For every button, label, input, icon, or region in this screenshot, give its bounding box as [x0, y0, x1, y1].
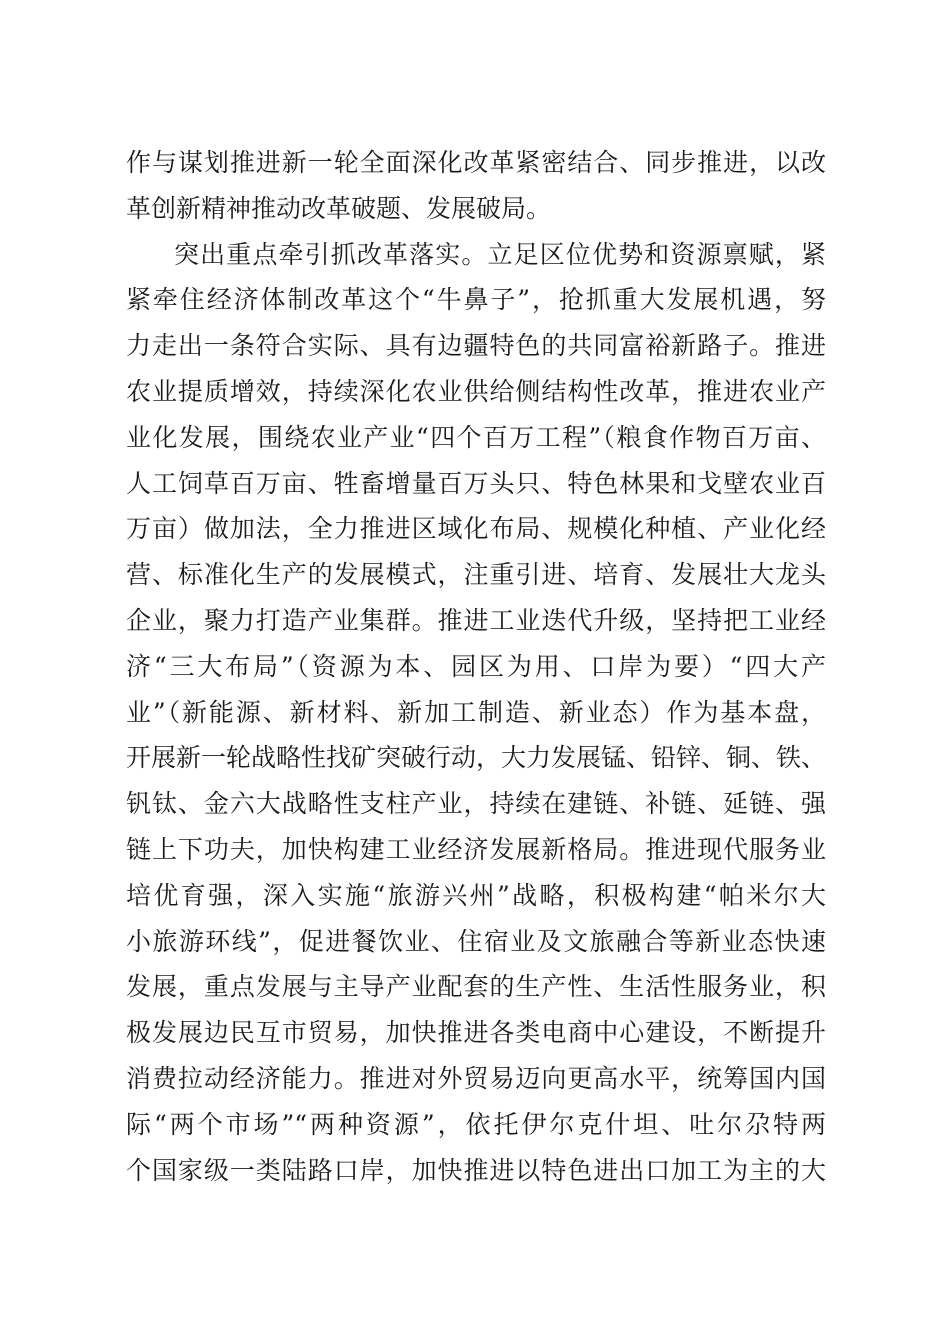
- text-line-9: 万亩）做加法，全力推进区域化布局、规模化种植、产业化经: [126, 514, 826, 544]
- text-line-2: 革创新精神推动改革破题、发展破局。: [126, 193, 552, 223]
- body-text: [126, 140, 826, 1193]
- text-line-10: 营、标准化生产的发展模式，注重引进、培育、发展壮大龙头: [126, 560, 826, 590]
- paragraph-start-line: 突出重点牵引抓改革落实。立足区位优势和资源禀赋，紧: [174, 239, 826, 269]
- text-line-23: 个国家级一类陆路口岸，加快推进以特色进出口加工为主的大: [126, 1155, 826, 1185]
- text-line-4: 紧牵住经济体制改革这个“牛鼻子”，抢抓重大发展机遇，努: [126, 285, 826, 315]
- text-line-14: 开展新一轮战略性找矿突破行动，大力发展锰、铅锌、铜、铁、: [126, 743, 826, 773]
- text-line-21: 消费拉动经济能力。推进对外贸易迈向更高水平，统筹国内国: [126, 1063, 826, 1093]
- text-line-6: 农业提质增效，持续深化农业供给侧结构性改革，推进农业产: [126, 376, 826, 406]
- text-line-18: 小旅游环线”，促进餐饮业、住宿业及文旅融合等新业态快速: [126, 926, 826, 956]
- text-line-8: 人工饲草百万亩、牲畜增量百万头只、特色林果和戈壁农业百: [126, 468, 826, 498]
- text-line-1: 作与谋划推进新一轮全面深化改革紧密结合、同步推进，以改: [126, 148, 826, 177]
- text-line-13: 业”（新能源、新材料、新加工制造、新业态）作为基本盘，: [126, 697, 826, 727]
- text-line-20: 极发展边民互市贸易，加快推进各类电商中心建设，不断提升: [126, 1018, 826, 1048]
- text-line-17: 培优育强，深入实施“旅游兴州”战略，积极构建“帕米尔大: [126, 880, 826, 910]
- text-line-7: 业化发展，围绕农业产业“四个百万工程”（粮食作物百万亩、: [126, 422, 826, 452]
- text-line-5: 力走出一条符合实际、具有边疆特色的共同富裕新路子。推进: [126, 331, 826, 361]
- text-line-19: 发展，重点发展与主导产业配套的生产性、生活性服务业，积: [126, 972, 826, 1002]
- text-line-16: 链上下功夫，加快构建工业经济发展新格局。推进现代服务业: [126, 834, 826, 864]
- text-line-12: 济“三大布局”（资源为本、园区为用、口岸为要）“四大产: [126, 651, 826, 681]
- text-line-15: 钒钛、金六大战略性支柱产业，持续在建链、补链、延链、强: [126, 789, 826, 819]
- text-line-11: 企业，聚力打造产业集群。推进工业迭代升级，坚持把工业经: [126, 605, 826, 635]
- text-line-22: 际“两个市场”“两种资源”，依托伊尔克什坦、吐尔尕特两: [126, 1109, 826, 1139]
